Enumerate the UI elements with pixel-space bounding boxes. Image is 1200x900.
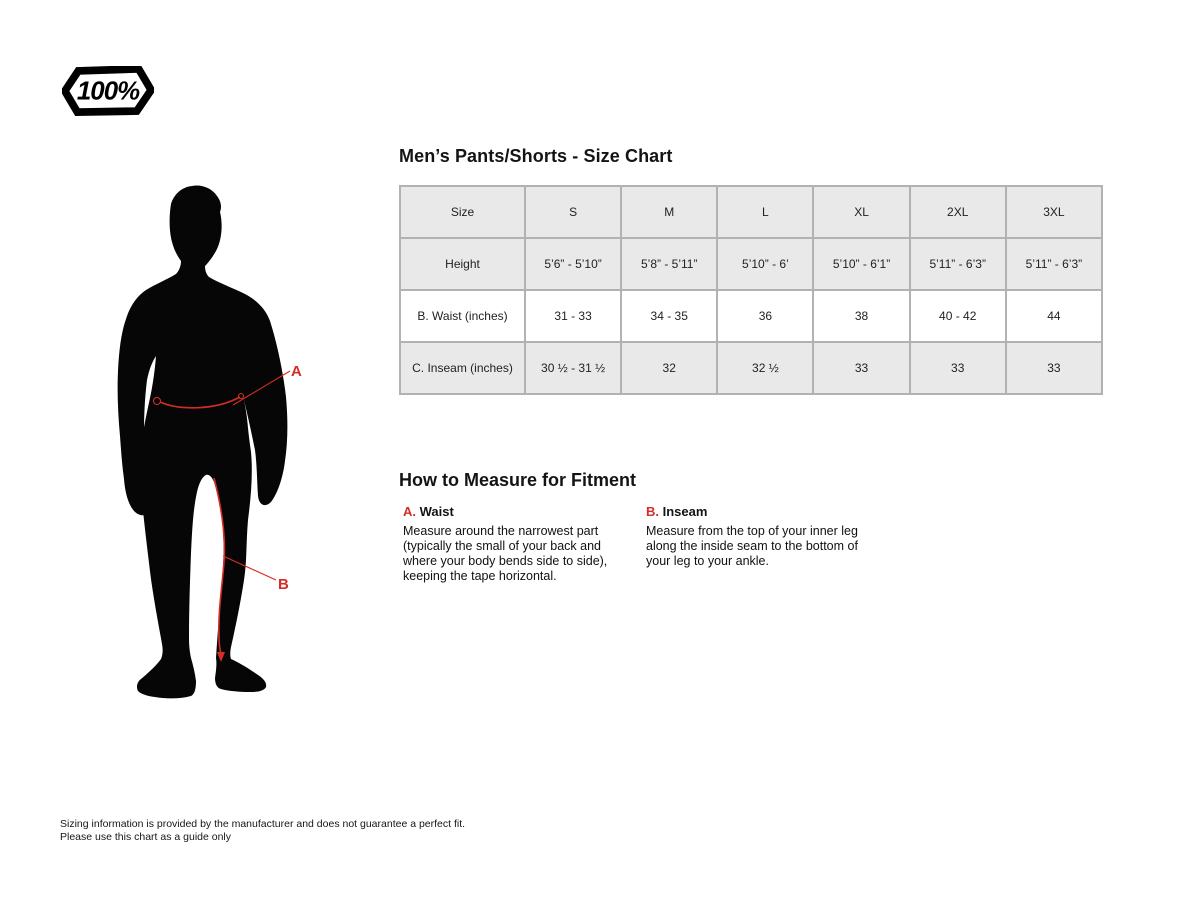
size-chart-cell: 33 <box>813 342 909 394</box>
size-chart-row-label: Height <box>400 238 525 290</box>
body-silhouette-icon <box>108 183 313 705</box>
size-chart-cell: 36 <box>717 290 813 342</box>
measure-key-b: B. <box>646 504 659 519</box>
measure-name-waist: Waist <box>419 504 454 519</box>
disclaimer <box>60 818 465 843</box>
size-chart-cell: 33 <box>910 342 1006 394</box>
size-chart-cell: 31 - 33 <box>525 290 621 342</box>
size-chart-cell: 33 <box>1006 342 1102 394</box>
measure-item-inseam-heading <box>646 504 864 519</box>
size-chart-row-label: B. Waist (inches) <box>400 290 525 342</box>
measure-key-a: A. <box>403 504 416 519</box>
size-chart-row <box>400 290 1102 342</box>
size-chart-cell: 5’11” - 6’3” <box>1006 238 1102 290</box>
measure-item-waist <box>403 504 635 584</box>
size-chart-cell: 30 ½ - 31 ½ <box>525 342 621 394</box>
size-chart-cell: 32 <box>621 342 717 394</box>
size-chart-row <box>400 238 1102 290</box>
size-chart-column-header: XL <box>813 186 909 238</box>
size-chart-cell: 5’10” - 6’1” <box>813 238 909 290</box>
size-chart-row <box>400 342 1102 394</box>
size-chart-column-header: 3XL <box>1006 186 1102 238</box>
measure-description-inseam: Measure from the top of your inner leg along the inside seam to the bottom of your leg to your ankle. <box>646 524 858 568</box>
size-chart-column-header: S <box>525 186 621 238</box>
size-chart-cell: 32 ½ <box>717 342 813 394</box>
size-chart-title: Men’s Pants/Shorts - Size Chart <box>399 146 673 166</box>
size-chart-cell: 5’11” - 6’3” <box>910 238 1006 290</box>
size-chart-column-header: M <box>621 186 717 238</box>
size-chart-column-header: Size <box>400 186 525 238</box>
waist-label: A <box>291 363 302 380</box>
size-chart-cell: 38 <box>813 290 909 342</box>
body-silhouette-path <box>118 185 288 698</box>
measure-description-waist: Measure around the narrowest part (typically the small of your back and where your body bends side to side), keeping the tape horizontal. <box>403 524 608 583</box>
size-chart-header-row <box>400 186 1102 238</box>
size-chart-column-header: 2XL <box>910 186 1006 238</box>
size-chart-row-label: C. Inseam (inches) <box>400 342 525 394</box>
measurement-figure <box>108 183 313 705</box>
measure-item-inseam <box>646 504 864 569</box>
size-chart-cell: 5’8” - 5’11” <box>621 238 717 290</box>
size-chart-cell: 34 - 35 <box>621 290 717 342</box>
disclaimer-line-1: Sizing information is provided by the manufacturer and does not guarantee a perfect fit. <box>60 818 466 830</box>
size-chart-cell: 40 - 42 <box>910 290 1006 342</box>
size-chart-cell: 5’10” - 6’ <box>717 238 813 290</box>
size-chart-column-header: L <box>717 186 813 238</box>
measure-name-inseam: Inseam <box>662 504 708 519</box>
inseam-label: B <box>278 576 289 593</box>
brand-logo <box>62 66 154 116</box>
measure-item-waist-heading <box>403 504 635 519</box>
logo-text: 100% <box>76 77 140 106</box>
size-chart-table <box>399 185 1103 395</box>
disclaimer-line-2: Please use this chart as a guide only <box>60 830 232 843</box>
howto-section-title: How to Measure for Fitment <box>399 470 637 490</box>
size-chart-cell: 44 <box>1006 290 1102 342</box>
size-chart-cell: 5’6” - 5’10” <box>525 238 621 290</box>
brand-logo-badge-icon <box>62 66 154 116</box>
